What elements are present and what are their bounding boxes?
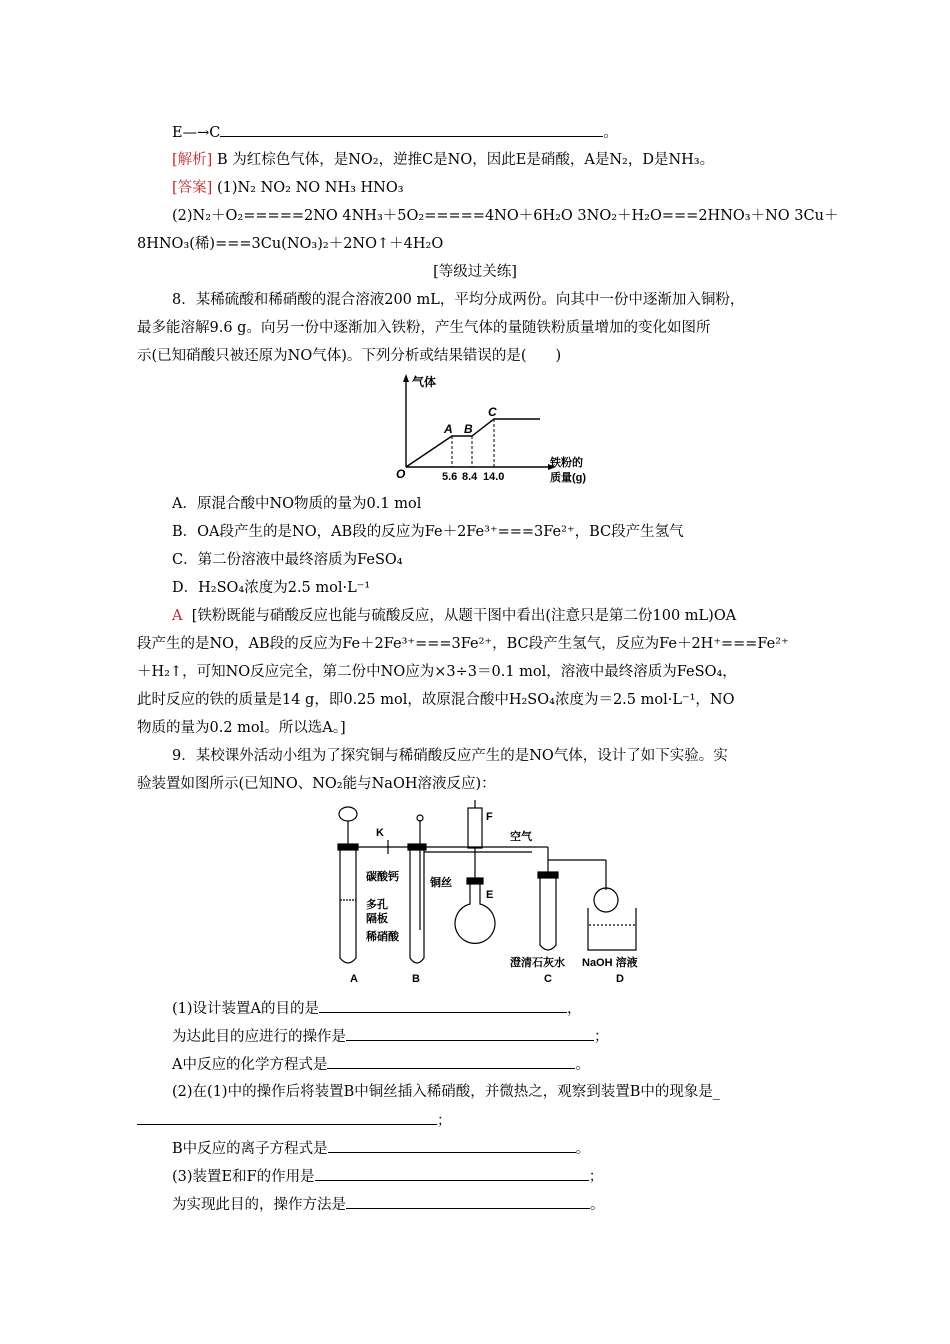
tick: 14.0 xyxy=(483,471,505,483)
answer-line-e-c xyxy=(172,122,618,143)
apparatus-diagram xyxy=(326,800,656,990)
label-limewater: 澄清石灰水 xyxy=(510,957,565,969)
stopper-e xyxy=(467,878,483,884)
blank xyxy=(346,1026,594,1041)
q9-part1c xyxy=(172,1054,590,1075)
blank xyxy=(137,1110,437,1125)
tube-c xyxy=(540,878,556,950)
q9-text: 验装置如图所示(已知NO、NO₂能与NaOH溶液反应)： xyxy=(137,776,496,792)
text: A中反应的化学方程式是 xyxy=(172,1057,328,1073)
answer-letter: A xyxy=(172,608,183,624)
q9-part1b xyxy=(172,1026,609,1047)
label-d: D xyxy=(616,973,624,985)
label-air: 空气 xyxy=(510,831,532,843)
label-f: F xyxy=(486,811,493,823)
label-k: K xyxy=(376,827,384,839)
label-plate: 多孔 xyxy=(366,899,388,911)
x-label: 质量(g) xyxy=(550,472,587,484)
point-a: A xyxy=(444,422,453,436)
equation-line-2: 8HNO₃(稀)===3Cu(NO₃)₂＋2NO↑＋4H₂O xyxy=(137,236,444,252)
explanation-line: 此时反应的铁的质量是14 g，即0.25 mol，故原混合酸中H₂SO₄浓度为＝2.5 mol·L⁻¹，NO xyxy=(137,692,735,708)
q9-text: 9．某校课外活动小组为了探究铜与稀硝酸反应产生的是NO气体，设计了如下实验。实 xyxy=(172,748,728,764)
q9-part2a: (2)在(1)中的操作后将装置B中铜丝插入稀硝酸，并微热之，观察到装置B中的现象是_ xyxy=(172,1084,721,1100)
label-a: A xyxy=(350,973,358,985)
funnel-bulb xyxy=(339,807,357,821)
funnel-d xyxy=(594,888,618,912)
blank xyxy=(328,1138,576,1153)
q9-part3b xyxy=(172,1194,605,1215)
blank xyxy=(346,1194,590,1209)
explanation-line: 物质的量为0.2 mol。所以选A。] xyxy=(137,720,346,736)
point-c: C xyxy=(488,405,497,419)
curve xyxy=(406,419,540,467)
explanation-line: 段产生的是NO，AB段的反应为Fe＋2Fe³⁺===3Fe²⁺，BC段产生氢气，反应为Fe＋2H⁺===Fe²⁺ xyxy=(137,636,789,652)
stopper-c xyxy=(538,872,558,878)
analysis-tag: [解析] xyxy=(172,152,213,168)
equation-line-1: (2)N₂＋O₂=====2NO 4NH₃＋5O₂=====4NO＋6H₂O 3NO₂＋H₂O===2HNO₃＋NO 3Cu＋ xyxy=(172,208,839,224)
text: 为达此目的应进行的操作是 xyxy=(172,1029,346,1045)
text: ， xyxy=(567,1001,582,1017)
q8-text: 8．某稀硫酸和稀硝酸的混合溶液200 mL，平均分成两份。向其中一份中逐渐加入铜粉， xyxy=(172,292,745,308)
label-plate: 隔板 xyxy=(366,913,388,925)
text: B 为红棕色气体，是NO₂，逆推C是NO，因此E是硝酸，A是N₂，D是NH₃。 xyxy=(216,152,715,168)
blank xyxy=(220,122,603,137)
q9-part3a xyxy=(172,1166,603,1187)
x-label: 铁粉的 xyxy=(550,457,583,469)
text: 。 xyxy=(575,1057,590,1073)
tube-b xyxy=(410,850,424,963)
label-caco3: 碳酸钙 xyxy=(366,871,399,883)
beaker-d xyxy=(588,908,636,950)
text: ； xyxy=(437,1113,452,1129)
text: 为实现此目的，操作方法是 xyxy=(172,1197,346,1213)
stopper-a xyxy=(338,844,358,850)
label-copper: 铜丝 xyxy=(430,877,452,889)
explanation-line: ＋H₂↑，可知NO反应完全，第二份中NO应为×3÷3＝0.1 mol，溶液中最终溶质为FeSO₄， xyxy=(137,664,737,680)
y-arrow xyxy=(403,374,409,382)
q9-part2c xyxy=(172,1138,590,1159)
text: 。 xyxy=(590,1197,605,1213)
text: ； xyxy=(594,1029,609,1045)
q9-part2b xyxy=(137,1110,452,1131)
q8-text: 最多能溶解9.6 g。向另一份中逐渐加入铁粉，产生气体的量随铁粉质量增加的变化如图所 xyxy=(137,320,711,336)
tube-a xyxy=(340,850,356,963)
label-hno3: 稀硝酸 xyxy=(366,931,399,943)
label-c: C xyxy=(544,973,552,985)
q9-part1a xyxy=(172,998,582,1019)
origin-label: O xyxy=(396,467,406,481)
text: 。 xyxy=(575,1141,591,1157)
text: B中反应的离子方程式是 xyxy=(172,1141,328,1157)
answer-tag: [答案] xyxy=(172,180,213,196)
q8-text: 示(已知硝酸只被还原为NO气体)。下列分析或结果错误的是( ) xyxy=(137,348,562,364)
blank xyxy=(327,1054,575,1069)
text: 。 xyxy=(603,125,618,141)
option-a: A．原混合酸中NO物质的量为0.1 mol xyxy=(172,496,422,512)
blank xyxy=(315,1166,589,1181)
option-c: C．第二份溶液中最终溶质为FeSO₄ xyxy=(172,552,403,568)
analysis-line xyxy=(172,150,714,170)
tick: 8.4 xyxy=(462,471,478,483)
text: [铁粉既能与硝酸反应也能与硫酸反应，从题干图中看出(注意只是第二份100 mL)OA xyxy=(191,608,737,624)
text: ； xyxy=(588,1169,604,1185)
option-b: B．OA段产生的是NO，AB段的反应为Fe＋2Fe³⁺===3Fe²⁺，BC段产生氢气 xyxy=(172,524,684,540)
stopper-b xyxy=(408,844,426,850)
label-e: E xyxy=(486,889,494,901)
label-b: B xyxy=(412,973,420,985)
label-naoh: NaOH 溶液 xyxy=(582,957,638,969)
point-b: B xyxy=(464,422,473,436)
blank xyxy=(319,998,567,1013)
text: (1)N₂ NO₂ NO NH₃ HNO₃ xyxy=(216,180,404,196)
syringe-f xyxy=(468,808,482,848)
text: (3)装置E和F的作用是 xyxy=(172,1169,315,1185)
answer-line xyxy=(172,178,404,198)
text: (1)设计装置A的目的是 xyxy=(172,1001,320,1017)
text: E—→C xyxy=(172,125,221,141)
option-d: D．H₂SO₄浓度为2.5 mol·L⁻¹ xyxy=(172,580,371,596)
y-label: 气体 xyxy=(412,375,437,389)
tick: 5.6 xyxy=(442,471,458,483)
explanation-line xyxy=(172,606,736,626)
section-title: [等级过关练] xyxy=(433,264,517,280)
gas-iron-graph xyxy=(392,372,602,487)
